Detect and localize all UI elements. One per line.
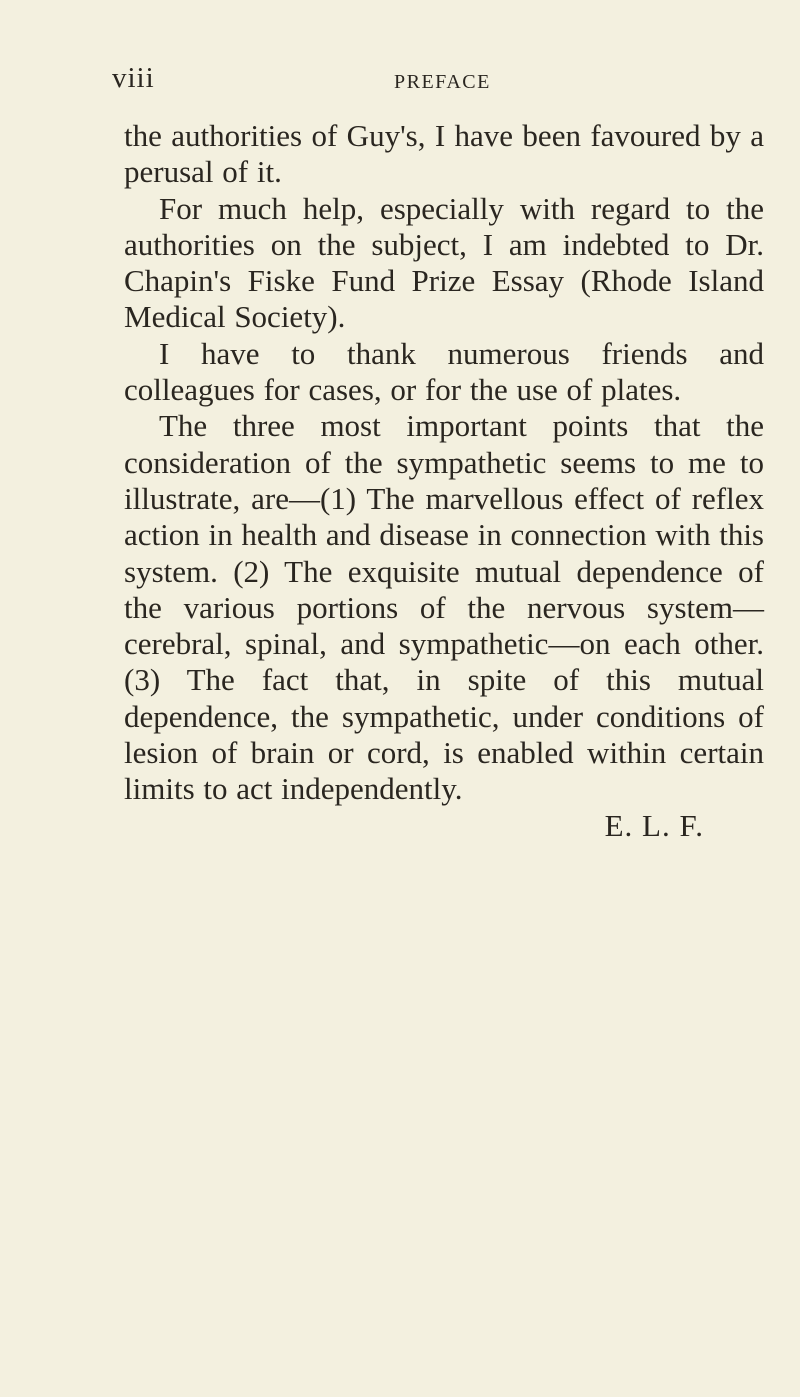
paragraph-acknowledgement-friends: I have to thank numerous friends and colleagues for cases, or for the use of plates. <box>124 335 764 408</box>
paragraph-continuation: the authorities of Guy's, I have been favoured by a perusal of it. <box>124 118 764 190</box>
page-header <box>0 62 800 102</box>
running-head: PREFACE <box>394 71 491 93</box>
body-text <box>124 118 764 844</box>
page-number: viii <box>112 62 155 94</box>
paragraph-three-points: The three most important points that the consideration of the sympathetic seems to me to illustrate, are—(1) The marvellous effect of reflex action in health and disease in connection with this system. (2) The exquisite mutual dependence of the various portions of the nervous system—cerebral, spinal, and sympathetic—on each other. (3) The fact that, in spite of this mutual dependence, the sympathetic, under conditions of lesion of brain or cord, is enabled within certain limits to act independently. <box>124 408 764 807</box>
author-signature: E. L. F. <box>604 807 704 843</box>
paragraph-acknowledgement-chapin: For much help, especially with regard to the authorities on the subject, I am indebted to Dr. Chapin's Fiske Fund Prize Essay (Rhode Island Medical Society). <box>124 190 764 335</box>
